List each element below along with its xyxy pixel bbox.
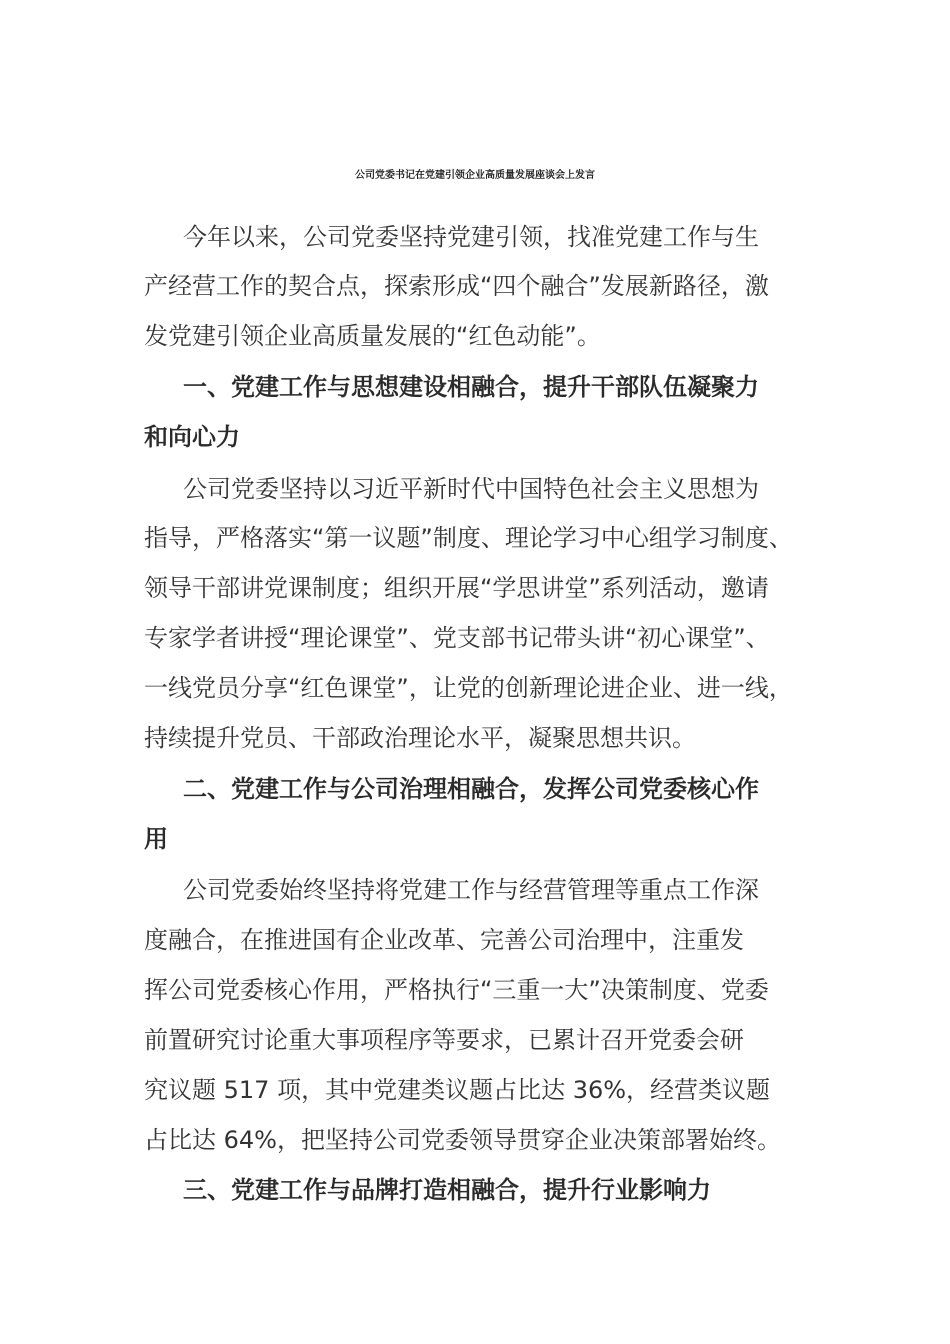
- paragraph-line: 公司党委坚持以习近平新时代中国特色社会主义思想为: [183, 475, 759, 503]
- paragraph-line: 持续提升党员、干部政治理论水平，凝聚思想共识。: [144, 724, 696, 752]
- section-heading: 二、党建工作与公司治理相融合，发挥公司党委核心作: [183, 775, 759, 803]
- intro-line: 今年以来，公司党委坚持党建引领，找准党建工作与生: [183, 223, 759, 251]
- paragraph-line: 一线党员分享“红色课堂”，让党的创新理论进企业、进一线，: [144, 674, 793, 702]
- paragraph-line: 公司党委始终坚持将党建工作与经营管理等重点工作深: [183, 876, 759, 904]
- paragraph-line: 指导，严格落实“第一议题”制度、理论学习中心组学习制度、: [144, 524, 793, 552]
- paragraph-line: 究议题 517 项，其中党建类议题占比达 36%，经营类议题: [144, 1076, 771, 1104]
- section-heading: 和向心力: [144, 423, 240, 451]
- section-heading: 用: [144, 825, 168, 853]
- paragraph-line: 挥公司党委核心作用，严格执行“三重一大”决策制度、党委: [144, 976, 769, 1004]
- paragraph-line: 度融合，在推进国有企业改革、完善公司治理中，注重发: [144, 926, 744, 954]
- paragraph-line: 专家学者讲授“理论课堂”、党支部书记带头讲“初心课堂”、: [144, 624, 770, 652]
- section-heading: 一、党建工作与思想建设相融合，提升干部队伍凝聚力: [183, 373, 759, 401]
- paragraph-line: 前置研究讨论重大事项程序等要求，已累计召开党委会研: [144, 1026, 744, 1054]
- intro-line: 产经营工作的契合点，探索形成“四个融合”发展新路径，激: [144, 272, 769, 300]
- intro-line: 发党建引领企业高质量发展的“红色动能”。: [144, 322, 601, 350]
- paragraph-line: 占比达 64%，把坚持公司党委领导贯穿企业决策部署始终。: [144, 1126, 781, 1154]
- paragraph-line: 领导干部讲党课制度；组织开展“学思讲堂”系列活动，邀请: [144, 574, 769, 602]
- document-title: 公司党委书记在党建引领企业高质量发展座谈会上发言: [355, 170, 595, 181]
- section-heading: 三、党建工作与品牌打造相融合，提升行业影响力: [183, 1176, 711, 1204]
